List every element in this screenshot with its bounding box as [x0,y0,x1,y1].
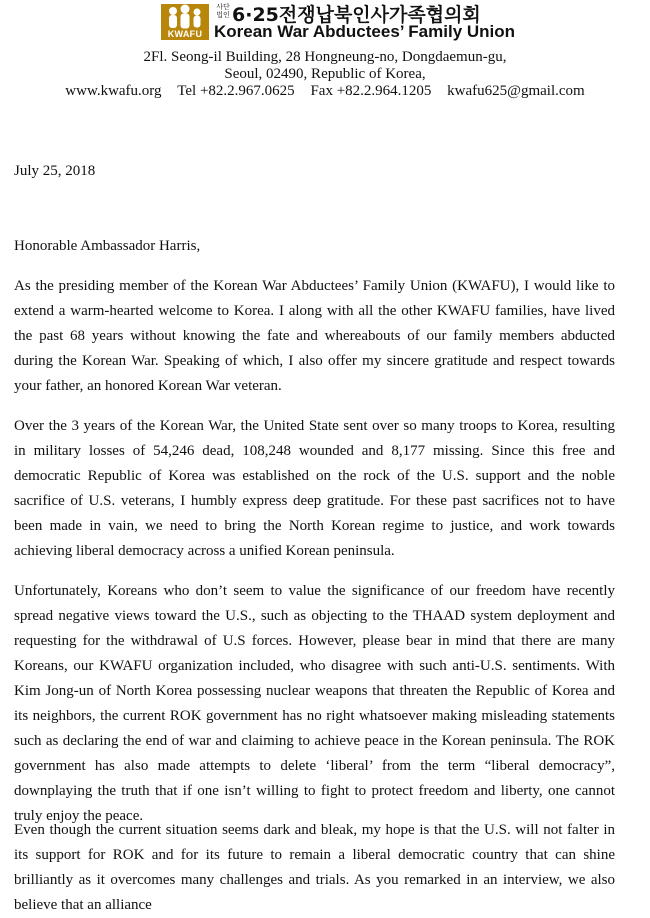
telephone: Tel +82.2.967.0625 [177,83,295,99]
letter-date: July 25, 2018 [14,163,96,179]
kwafu-logo [161,4,209,40]
address-line-2: Seoul, 02490, Republic of Korea, [224,66,426,82]
org-name-korean: 6·25전쟁납북인사가족협의회 [232,4,481,26]
org-prefix-line2: 법인 [216,11,230,19]
paragraph: Over the 3 years of the Korean War, the United State sent over so many troops to Korea, resulting in military losses of 54,246 dead, 108,248 wounded and 8,177 missing. Since this free and democratic Republic of Korea was established on the rock of the U.S. support and the noble sacrifice of U.S. veterans, I humbly express deep gratitude. For these past sacrifices not to have been made in vain, we need to bring the North Korean regime to justice, and work towards achieving liberal democracy across a unified Korean peninsula. [14,418,615,559]
email-link[interactable]: kwafu625@gmail.com [447,83,585,99]
salutation: Honorable Ambassador Harris, [14,238,201,254]
org-name-english: Korean War Abductees’ Family Union [214,22,516,41]
org-prefix-line1: 사단 [216,3,230,11]
address-line-1: 2Fl. Seong-il Building, 28 Hongneung-no, Dongdaemun-gu, [143,49,507,65]
contact-line [0,82,650,100]
fax: Fax +82.2.964.1205 [310,83,432,99]
website-link[interactable]: www.kwafu.org [65,83,162,99]
paragraph: Unfortunately, Koreans who don’t seem to value the significance of our freedom have recently spread negative views toward the U.S., such as objecting to the THAAD system deployment and requesting for the withdrawal of U.S forces. However, please bear in mind that there are many Koreans, our KWAFU organization included, who disagree with such anti-U.S. sentiments. With Kim Jong-un of North Korea possessing nuclear weapons that threaten the Republic of Korea and its neighbors, the current ROK government has no right whatsoever making misleading statements such as declaring the end of war and claiming to achieve peace in the Korean peninsula. The ROK government has also made attempts to delete ‘liberal’ from the term “liberal democracy”, downplaying the truth that if one isn’t willing to fight to protect freedom and liberty, one cannot truly enjoy the peace. [14,583,615,824]
paragraph: Even though the current situation seems dark and bleak, my hope is that the U.S. will not falter in its support for ROK and for its future to remain a liberal democratic country that can shine brilliantly as it overcomes many challenges and trials. As you remarked in an interview, we also believe that an alliance [14,822,615,913]
org-prefix [215,3,231,19]
family-figures-icon [161,4,209,30]
letterhead [0,0,650,110]
logo-text: KWAFU [167,29,203,39]
paragraph: As the presiding member of the Korean War Abductees’ Family Union (KWAFU), I would like to extend a warm-hearted welcome to Korea. I along with all the other KWAFU families, have lived the past 68 years without knowing the fate and whereabouts of our family members abducted during the Korean War. Speaking of which, I also offer my sincere gratitude and respect towards your father, an honored Korean War veteran. [14,278,615,394]
